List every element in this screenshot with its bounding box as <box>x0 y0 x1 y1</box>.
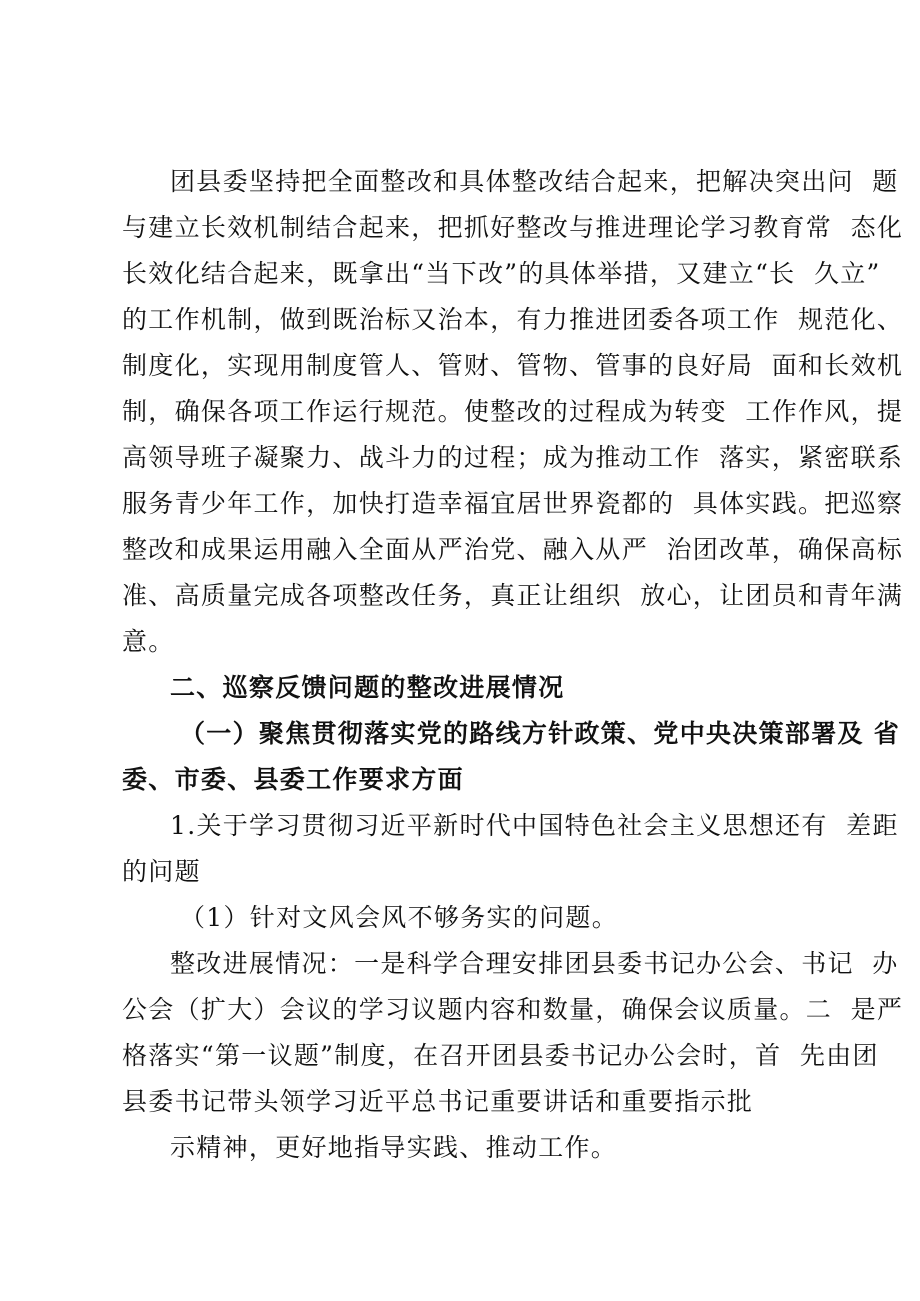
progress-paragraph-line-4: 县委书记带头领学习近平总书记重要讲话和重要指示批 <box>122 1087 754 1116</box>
intro-paragraph-line-10: 准、高质量完成各项整改任务，真正让组织 放心，让团员和青年满 <box>122 581 904 610</box>
intro-paragraph-line-1: 团县委坚持把全面整改和具体整改结合起来，把解决突出问 题 <box>170 167 899 196</box>
intro-paragraph-line-5: 制度化，实现用制度管人、管财、管物、管事的良好局 面和长效机 <box>122 351 904 380</box>
subsection-heading-line-1: （一）聚焦贯彻落实党的路线方针政策、党中央决策部署及 省 <box>180 719 901 748</box>
intro-paragraph-line-6: 制，确保各项工作运行规范。使整改的过程成为转变 工作作风，提 <box>122 397 904 426</box>
intro-paragraph-line-3: 长效化结合起来，既拿出“当下改”的具体举措，又建立“长 久立” <box>122 259 881 288</box>
intro-paragraph-line-2: 与建立长效机制结合起来，把抓好整改与推进理论学习教育常 态化 <box>122 213 904 242</box>
intro-paragraph-line-11: 意。 <box>122 627 175 656</box>
progress-paragraph-line-3: 格落实“第一议题”制度，在召开团县委书记办公会时，首 先由团 <box>122 1041 879 1070</box>
progress-paragraph-line-2: 公会（扩大）会议的学习议题内容和数量，确保会议质量。二 是严 <box>122 995 904 1024</box>
subsection-heading-line-2: 委、市委、县委工作要求方面 <box>122 765 464 794</box>
progress-paragraph-line-1: 整改进展情况：一是科学合理安排团县委书记办公会、书记 办 <box>170 949 899 978</box>
item-heading-line-1: 1.关于学习贯彻习近平新时代中国特色社会主义思想还有 差距 <box>170 811 899 840</box>
sub-item-heading: （1）针对文风会风不够务实的问题。 <box>180 903 619 932</box>
item-heading-line-2: 的问题 <box>122 857 201 886</box>
intro-paragraph-line-7: 高领导班子凝聚力、战斗力的过程；成为推动工作 落实，紧密联系 <box>122 443 904 472</box>
intro-paragraph-line-9: 整改和成果运用融入全面从严治党、融入从严 治团改革，确保高标 <box>122 535 904 564</box>
section-heading: 二、巡察反馈问题的整改进展情况 <box>170 673 565 702</box>
continuation-line: 示精神，更好地指导实践、推动工作。 <box>170 1133 618 1162</box>
intro-paragraph-line-8: 服务青少年工作，加快打造幸福宜居世界瓷都的 具体实践。把巡察 <box>122 489 904 518</box>
intro-paragraph-line-4: 的工作机制，做到既治标又治本，有力推进团委各项工作 规范化、 <box>122 305 904 334</box>
